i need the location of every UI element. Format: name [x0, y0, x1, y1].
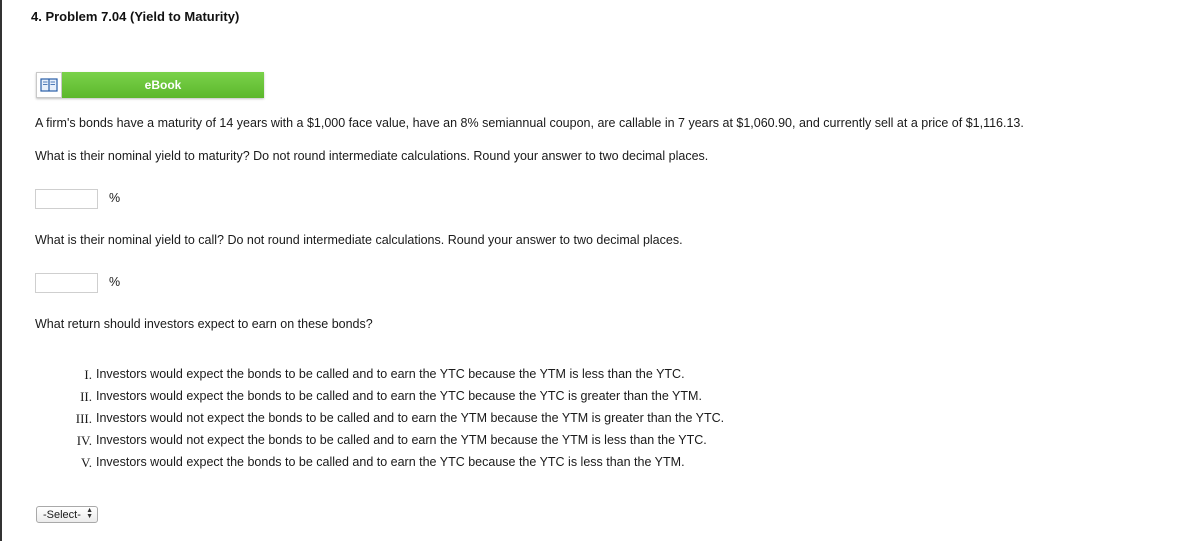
option-text: Investors would not expect the bonds to be called and to earn the YTM because the YTM is less than the YTC.	[96, 433, 707, 447]
question-ytc: What is their nominal yield to call? Do not round intermediate calculations. Round your answer to two decimal places.	[35, 233, 683, 247]
ytm-unit: %	[109, 191, 121, 205]
problem-statement: A firm's bonds have a maturity of 14 years with a $1,000 face value, have an 8% semiannual coupon, are callable in 7 years at $1,060.90, and currently sell at a price of $1,116.13.	[35, 116, 1024, 130]
question-ytm: What is their nominal yield to maturity? Do not round intermediate calculations. Round your answer to two decimal places.	[35, 149, 709, 163]
select-arrows-icon: ▲ ▼	[86, 507, 93, 520]
problem-title: 4. Problem 7.04 (Yield to Maturity)	[31, 9, 240, 24]
select-value: -Select-	[43, 508, 81, 521]
ytc-input[interactable]	[35, 273, 98, 293]
ebook-button[interactable]	[36, 72, 264, 98]
ebook-label: eBook	[62, 72, 264, 98]
ytm-input[interactable]	[35, 189, 98, 209]
answer-select[interactable]	[36, 506, 98, 523]
option-text: Investors would expect the bonds to be called and to earn the YTC because the YTC is greater than the YTM.	[96, 389, 702, 403]
option-item	[56, 367, 724, 389]
option-number: III.	[75, 411, 92, 426]
option-number: II.	[80, 389, 92, 404]
option-number: I.	[84, 367, 92, 382]
option-text: Investors would expect the bonds to be called and to earn the YTC because the YTC is less than the YTM.	[96, 455, 685, 469]
option-item	[56, 455, 724, 477]
book-icon	[36, 72, 62, 98]
answer-options-list	[56, 367, 724, 477]
option-item	[56, 433, 724, 455]
option-item	[56, 389, 724, 411]
option-text: Investors would not expect the bonds to be called and to earn the YTM because the YTM is greater than the YTC.	[96, 411, 725, 425]
option-text: Investors would expect the bonds to be called and to earn the YTC because the YTM is less than the YTC.	[96, 367, 685, 381]
option-item	[56, 411, 724, 433]
question-expected-return: What return should investors expect to earn on these bonds?	[35, 317, 373, 331]
ytc-unit: %	[109, 275, 121, 289]
left-border	[0, 0, 2, 541]
option-number: IV.	[76, 433, 92, 448]
option-number: V.	[81, 455, 92, 470]
